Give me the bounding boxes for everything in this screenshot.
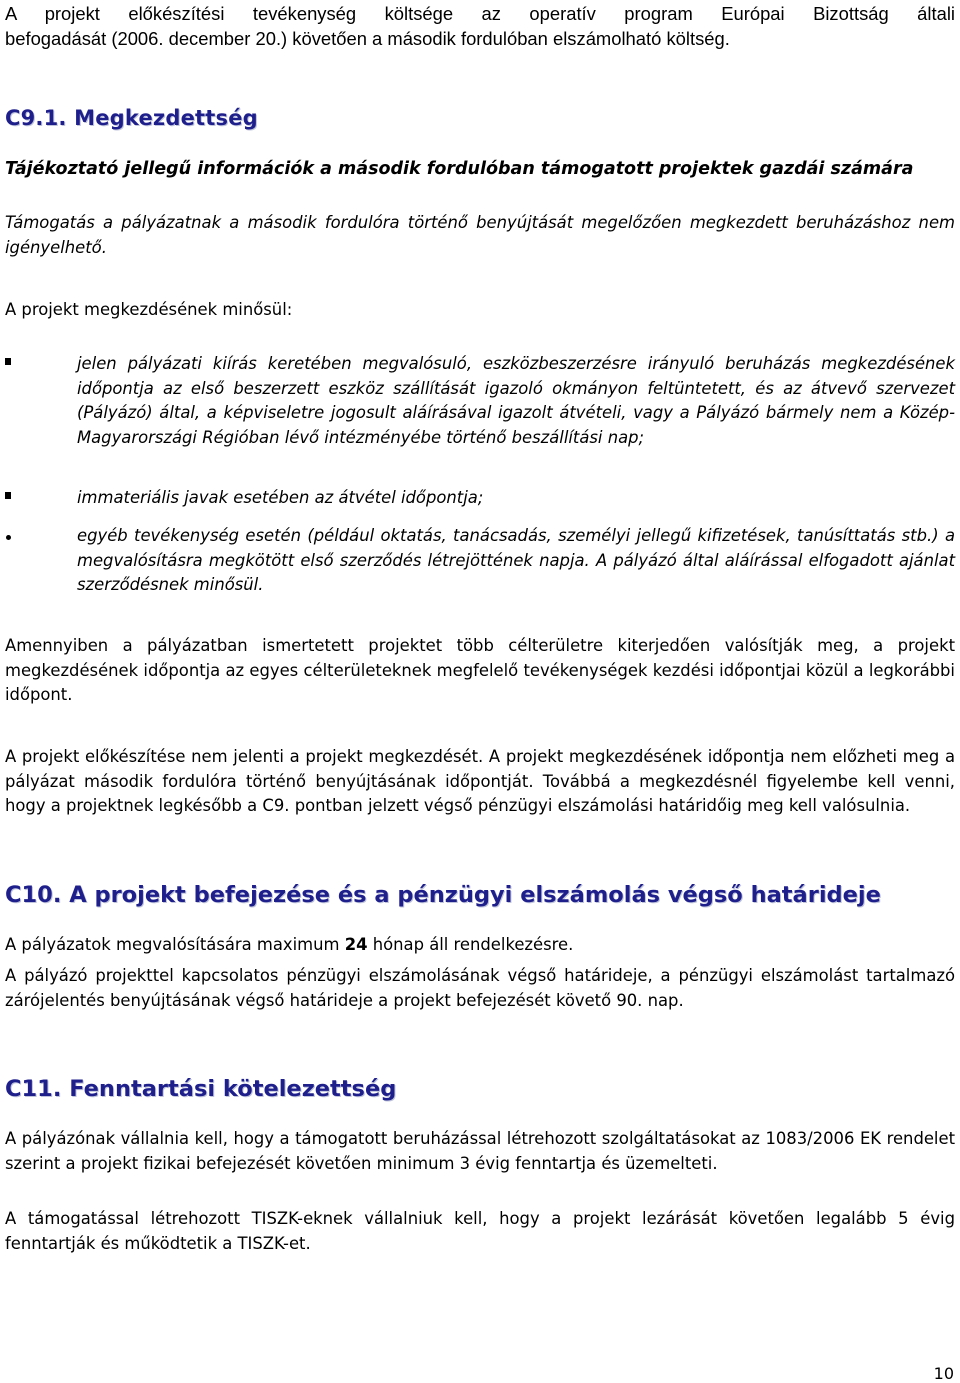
info-heading: Tájékoztató jellegű információk a második fordulóban támogatott projektek gazdái számára bbox=[5, 159, 914, 179]
text: hónap áll rendelkezésre. bbox=[367, 935, 574, 954]
intro-line-2: befogadását (2006. december 20.) követően a második fordulóban elszámolható költség. bbox=[5, 28, 730, 49]
support-note: Támogatás a pályázatnak a második fordulóra történő benyújtását megelőzően megkezdett beruházáshoz nem igényelhető. bbox=[5, 213, 955, 257]
section-heading-c9-1: C9.1. Megkezdettség bbox=[5, 106, 258, 130]
section-heading-c11 bbox=[5, 1075, 955, 1103]
paragraph-multiple-targets: Amennyiben a pályázatban ismertetett projektet több célterületre kiterjedően valósítják meg, a projekt megkezdésének időpontja az egyes célterületeknek megfelelő tevékenységek kezdési időpontjai közül a legkorábbi időpont. bbox=[5, 636, 955, 704]
intro-line-1: A projekt előkészítési tevékenység költsége az operatív program Európai Bizottság általi bbox=[5, 3, 955, 24]
page-number: 10 bbox=[933, 1364, 954, 1383]
section-number: C10. bbox=[5, 882, 62, 908]
c11-paragraph-1: A pályázónak vállalnia kell, hogy a támogatott beruházással létrehozott szolgáltatásokat az 1083/2006 EK rendelet szerint a projekt fizikai befejezését követően minimum 3 évig fenntartja és üzemelteti. bbox=[5, 1129, 955, 1173]
c10-paragraph-2: A pályázó projekttel kapcsolatos pénzügyi elszámolásának végső határideje, a pénzügyi elszámolást tartalmazó zárójelentés benyújtásának végső határideje a projekt befejezését követő 90. nap. bbox=[5, 966, 955, 1010]
section-heading-c10 bbox=[5, 881, 960, 909]
c11-paragraph-2: A támogatással létrehozott TISZK-eknek vállalniuk kell, hogy a projekt lezárását követően legalább 5 évig fenntartják és működtetik a TISZK-et. bbox=[5, 1209, 955, 1253]
c10-paragraph-1 bbox=[5, 933, 955, 958]
list-item: immateriális javak esetében az átvétel időpontja; bbox=[77, 488, 484, 507]
square-bullet-icon bbox=[5, 358, 11, 365]
list-item: egyéb tevékenység esetén (például oktatás, tanácsadás, személyi jellegű kifizetések, tanúsíttatás stb.) a megvalósításra megkötött első szerződés létrejöttének napja. A pályázó által aláírással elfogadott ajánlat szerződésnek minősül. bbox=[77, 526, 955, 594]
qualifies-label: A projekt megkezdésének minősül: bbox=[5, 300, 293, 319]
square-bullet-icon bbox=[5, 492, 11, 499]
text: A pályázatok megvalósítására maximum bbox=[5, 935, 345, 954]
section-title: Fenntartási kötelezettség bbox=[69, 1076, 397, 1102]
list-item: jelen pályázati kiírás keretében megvalósuló, eszközbeszerzésre irányuló beruházás megkezdésének időpontja az első beszerzett eszköz szállítását igazoló okmányon feltüntetett, és az átvevő szervezet (Pályázó) által, a képviseletre jogosult aláírásával igazolt átvételi, vagy a Pályázó bármely nem a Közép-Magyarországi Régióban lévő intézményébe történő beszállítási nap; bbox=[77, 354, 955, 447]
paragraph-preparation: A projekt előkészítése nem jelenti a projekt megkezdését. A projekt megkezdésének időpontja nem előzheti meg a pályázat második fordulóra történő benyújtásának időpontját. Továbbá a megkezdésnél figyelembe kell venni, hogy a projektnek legkésőbb a C9. pontban jelzett végső pénzügyi elszámolási határidőig meg kell valósulnia. bbox=[5, 747, 955, 815]
round-bullet-icon bbox=[6, 535, 11, 540]
section-title: A projekt befejezése és a pénzügyi elszámolás végső határideje bbox=[69, 882, 881, 908]
max-months-value: 24 bbox=[344, 935, 368, 954]
section-number: C11. bbox=[5, 1076, 62, 1102]
